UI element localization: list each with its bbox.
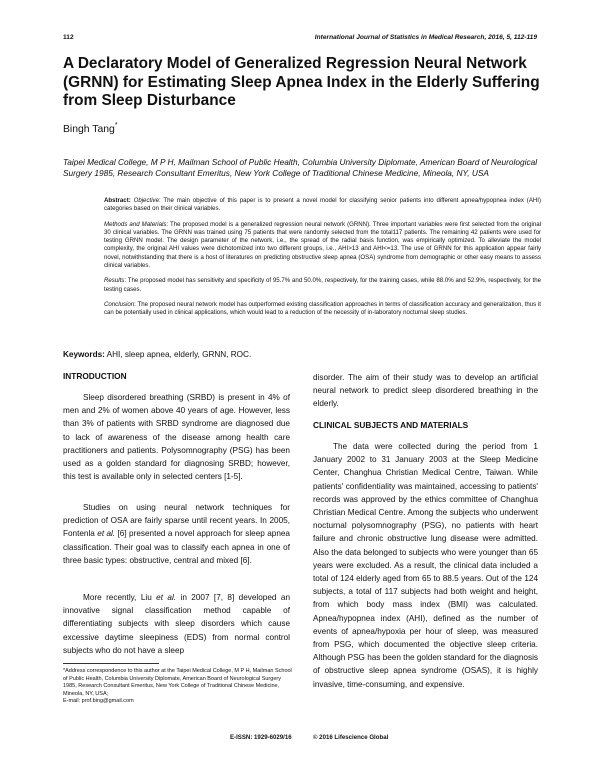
results-label: Results: [104, 277, 125, 285]
methods-paragraph-1: The data were collected during the period from 1 January 2002 to 31 January 2003 at the Sleep Medicine Center, Changhua Christian Medical Centre, Taiwan. While patients' confidentiality was maintained, accessing to patients' records was approved by the ethics committee of Changhua Christian Medical Centre. Among the subjects who underwent nocturnal polysomnography (PSG), no patients with heart failure and chronic obstructive lung disease were admitted. Also the data belonged to subjects who were younger than 65 years were excluded. As a result, the clinical data included a total of 124 elderly aged from 65 to 88.5 years. Out of the 124 subjects, a total of 117 subjects had both weight and height, from which body mass index (BMI) was calculated. Apnea/hypopnea index (AHI), defined as the number of events of apnea/hypoxia per hour of sleep, was measured from PSG, which documented the objective sleep criteria. Although PSG has been the golden standard for the diagnosis of obstructive sleep apnea syndrome (OSAS), it is highly invasive, time-consuming, and expensive.: [313, 442, 538, 689]
footer-copyright: © 2016 Lifescience Global: [313, 734, 389, 741]
intro-p2-start: Studies on using neural network techniques for prediction of OSA are fairly sparse until recent years. In 2005, Fontenla: [63, 503, 290, 539]
methods-text: : The proposed model is a generalized regression neural network (GRNN). Three important variables were first selected from the original 30 clinical variables. The GRNN was trained using 75 patients that were randomly selected from the total117 patients. The remaining 42 patients were used for testing GRNN model. The design parameter of the network, i.e., the spread of the radial basis function, was empirically optimized. To alleviate the model complexity, the original AHI values were dichotomized into two different groups, i.e., AHI>13 and AHI<=13. The use of GRNN for this application appear fairly novel, notwithstanding that there is a host of literatures on predicting obstructive sleep apnea (OSA) syndrome from demographic or other easy means to assess clinical variables.: [104, 220, 541, 270]
paper-title: A Declaratory Model of Generalized Regression Neural Network (GRNN) for Estimating Sleep Apnea Index in the Elderly Suffering from Sleep Disturbance: [63, 55, 540, 109]
methods-label: Methods and Materials: [104, 220, 167, 228]
footnote-rule: [63, 663, 159, 664]
abstract-methods: [104, 221, 541, 271]
abstract-results: [104, 277, 541, 294]
et-al: et al.: [156, 593, 177, 602]
abstract-label: Abstract:: [104, 197, 131, 204]
results-text: : The proposed model has sensitivity and specificity of 95.7% and 50.0%, respectively, for the training cases, while 88.0% and 52.9%, respectively, for the testing cases.: [104, 277, 541, 293]
journal-citation: International Journal of Statistics in Medical Research, 2016, 5, 112-119: [314, 34, 537, 41]
conclusion-label: Conclusion: [104, 300, 135, 308]
footnote-email: E-mail: prof.bing@gmail.com: [63, 698, 134, 704]
affiliation: Taipei Medical College, M P H, Mailman School of Public Health, Columbia University Diplomate, American Board of Neurological Surgery 1985, Research Consultant Emeritus, New York College of Traditional Chinese Medicine, Mineola, NY, USA: [63, 157, 538, 178]
objective-text: : The main objective of this paper is to present a novel model for classifying senior patients into different apnea/hypopnea index (AHI) categories based on their clinical variables.: [104, 197, 542, 213]
intro-p3-start: More recently, Liu: [83, 593, 157, 602]
methods-heading: CLINICAL SUBJECTS AND MATERIALS: [313, 420, 469, 430]
abstract-objective: [104, 197, 541, 214]
intro-heading: INTRODUCTION: [63, 371, 127, 381]
keywords-text: AHI, sleep apnea, elderly, GRNN, ROC.: [104, 350, 252, 359]
keywords-label: Keywords:: [63, 350, 105, 359]
abstract-conclusion: [104, 301, 541, 318]
footnote-text: *Address correspondence to this author at the Taipei Medical College, M P H, Mailman School of Public Health, Columbia University Diplomate, American Board of Neurological Surgery 1985, Research Consultant Emeritus, New York College of Traditional Chinese Medicine, Mineola, NY, USA;: [63, 668, 292, 697]
footer-issn: E-ISSN: 1929-6029/16: [230, 734, 292, 741]
abstract-block: [104, 197, 541, 325]
conclusion-text: : The proposed neural network model has outperformed existing classification approaches in terms of classification accuracy and generalization, thus it can be potentially used in clinical applications, which would lead to a reduction of the necessity of in-laboratory nocturnal sleep studies.: [104, 300, 541, 317]
intro-paragraph-1: Sleep disordered breathing (SRBD) is present in 4% of men and 2% of women above 40 years of age. However, less than 3% of patients with SRBD syndrome are diagnosed due to lack of awareness of the disease among health care practitioners and patients. Polysomnography (PSG) has been used as a golden standard for diagnosing SRBD; however, this test is available only in selected centers [1-5].: [63, 393, 290, 482]
author-line: [63, 124, 118, 135]
keywords: [63, 350, 251, 359]
intro-paragraph-3: [63, 591, 290, 657]
intro-p3-end: in 2007 [7, 8] developed an innovative signal classification method capable of differentiating subjects with sleep disorders which cause excessive daytime sleepiness (EDS) from normal control subjects who do not have a sleep: [63, 593, 290, 655]
author-name: Bingh Tang: [63, 124, 115, 135]
correspondence-footnote: [63, 668, 293, 706]
objective-label: Objective: [133, 197, 159, 204]
running-header: [63, 34, 537, 46]
intro-p2-end: [6] presented a novel approach for sleep apnea classification. Their goal was to classify each apnea in one of three basic types: obstructive, central and mixed [6].: [63, 529, 290, 565]
et-al: et al.: [97, 529, 116, 539]
page-number: 112: [63, 34, 74, 41]
intro-paragraph-2: [63, 501, 290, 567]
author-mark: *: [114, 122, 118, 129]
intro-paragraph-3-continued: disorder. The aim of their study was to develop an artificial neural network to predict sleep disordered breathing in the elderly.: [313, 373, 538, 409]
